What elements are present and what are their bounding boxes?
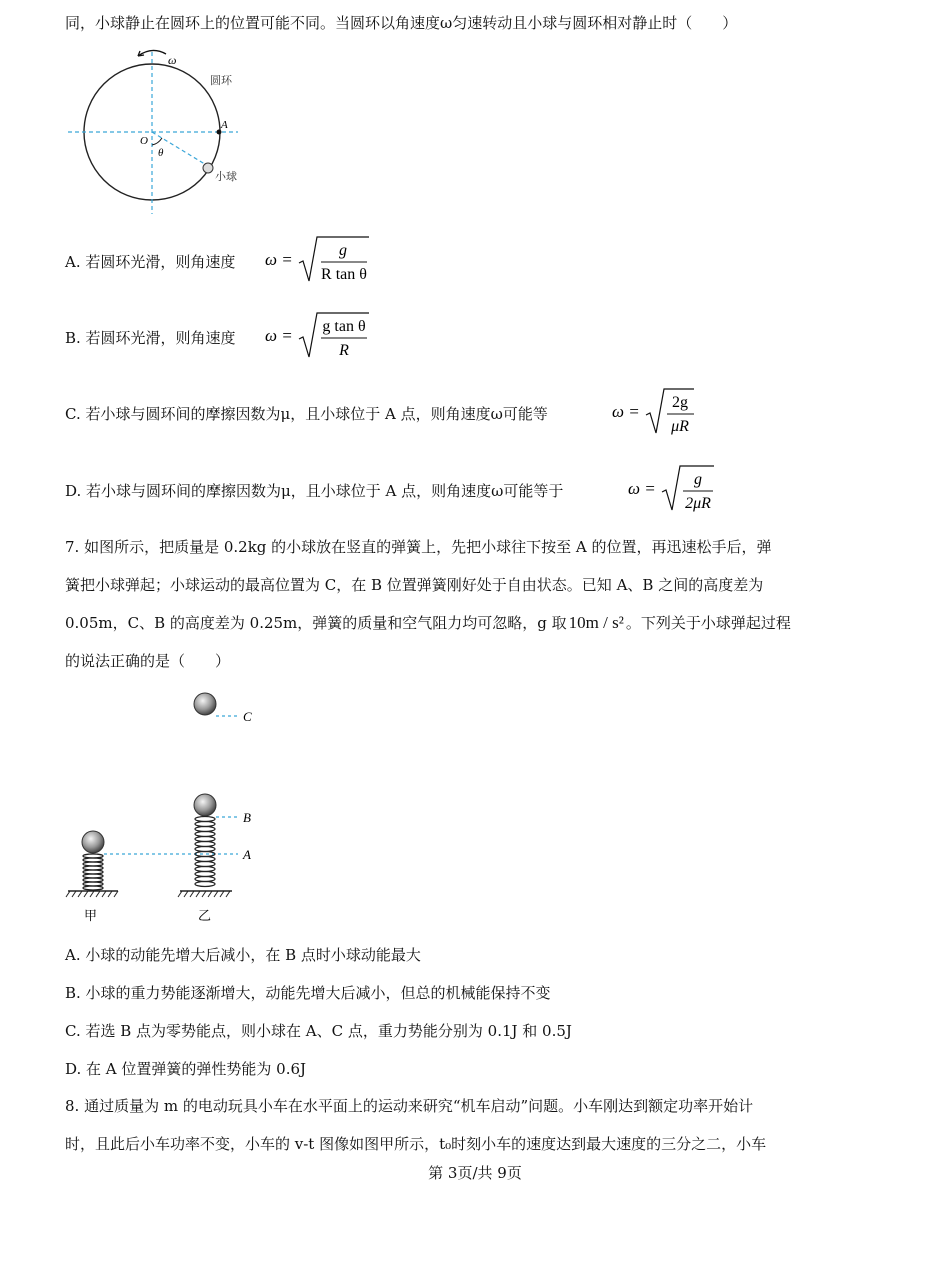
q6-option-d-formula (626, 462, 718, 514)
svg-text:ω =: ω = (628, 479, 656, 498)
ball-jia (82, 831, 104, 853)
q8-line-1: 8. 通过质量为 m 的电动玩具小车在水平面上的运动来研究“机车启动”问题。小车刚达到额定功率开始计 (65, 1097, 754, 1115)
q7-line-2: 簧把小球弹起；小球运动的最高位置为 C，在 B 位置弹簧刚好处于自由状态。已知 A、B 之间的高度差为 (65, 576, 764, 594)
spring-yi (195, 817, 215, 887)
spring-figure (60, 686, 270, 926)
q6-option-d: D. 若小球与圆环间的摩擦因数为μ，且小球位于 A 点，则角速度ω可能等于 (65, 482, 564, 500)
svg-text:ω =: ω = (265, 326, 293, 345)
point-a-label: A (221, 119, 228, 131)
theta-label: θ (158, 147, 164, 159)
label-yi: 乙 (198, 909, 212, 924)
q7-line-3-text: 0.05m，C、B 的高度差为 0.25m，弹簧的质量和空气阻力均可忽略，g 取 (65, 614, 567, 632)
q6-option-c-formula (610, 385, 700, 437)
q6-option-b-formula (263, 309, 373, 361)
q7-line-3-tail: 。下列关于小球弹起过程 (625, 614, 791, 632)
q7-option-d: D. 在 A 位置弹簧的弹性势能为 0.6J (65, 1060, 307, 1078)
q7-option-a: A. 小球的动能先增大后减小，在 B 点时小球动能最大 (65, 946, 421, 964)
svg-text:2μR: 2μR (685, 495, 711, 512)
q7-line-1: 7. 如图所示，把质量是 0.2kg 的小球放在竖直的弹簧上，先把小球往下按至 A 的位置，再迅速松手后，弹 (65, 538, 772, 556)
svg-text:g: g (339, 242, 347, 259)
q8-line-2: 时，且此后小车功率不变，小车的 v-t 图像如图甲所示，t₀时刻小车的速度达到最大速度的三分之二，小车 (65, 1135, 767, 1153)
svg-text:g tan θ: g tan θ (322, 318, 366, 335)
point-o-label: O (140, 135, 148, 147)
label-jia: 甲 (84, 909, 98, 924)
svg-text:R tan θ: R tan θ (321, 266, 367, 283)
ball-c (194, 693, 216, 715)
q7-line-4: 的说法正确的是（ ） (65, 652, 231, 670)
q7-line-3 (65, 613, 791, 633)
label-a: A (243, 847, 251, 862)
svg-text:R: R (339, 342, 349, 359)
label-c: C (243, 709, 252, 724)
q6-option-a: A. 若圆环光滑，则角速度 (65, 253, 236, 271)
ball-label: 小球 (215, 170, 237, 183)
ball-b (194, 794, 216, 816)
svg-text:g: g (694, 471, 702, 488)
label-b: B (243, 810, 251, 825)
ring-label: 圆环 (210, 74, 232, 87)
svg-text:2g: 2g (672, 394, 688, 411)
svg-text:ω =: ω = (265, 250, 293, 269)
q7-option-b: B. 小球的重力势能逐渐增大，动能先增大后减小，但总的机械能保持不变 (65, 984, 551, 1002)
svg-text:μR: μR (671, 418, 689, 435)
q7-option-c: C. 若选 B 点为零势能点，则小球在 A、C 点，重力势能分别为 0.1J 和 0.5J (65, 1022, 572, 1040)
page-footer: 第 3页/共 9页 (428, 1164, 522, 1182)
q6-option-b: B. 若圆环光滑，则角速度 (65, 329, 236, 347)
q6-option-a-formula (263, 233, 373, 285)
spring-jia (83, 854, 103, 890)
ring-figure (60, 42, 260, 220)
q7-unit: 10m / s² (568, 613, 624, 632)
q6-option-c: C. 若小球与圆环间的摩擦因数为μ，且小球位于 A 点，则角速度ω可能等 (65, 405, 548, 423)
ball-on-ring (203, 163, 213, 173)
omega-label: ω (168, 53, 177, 67)
q6-intro-text: 同，小球静止在圆环上的位置可能不同。当圆环以角速度ω匀速转动且小球与圆环相对静止时（ ） (65, 14, 738, 32)
svg-text:ω =: ω = (612, 402, 640, 421)
